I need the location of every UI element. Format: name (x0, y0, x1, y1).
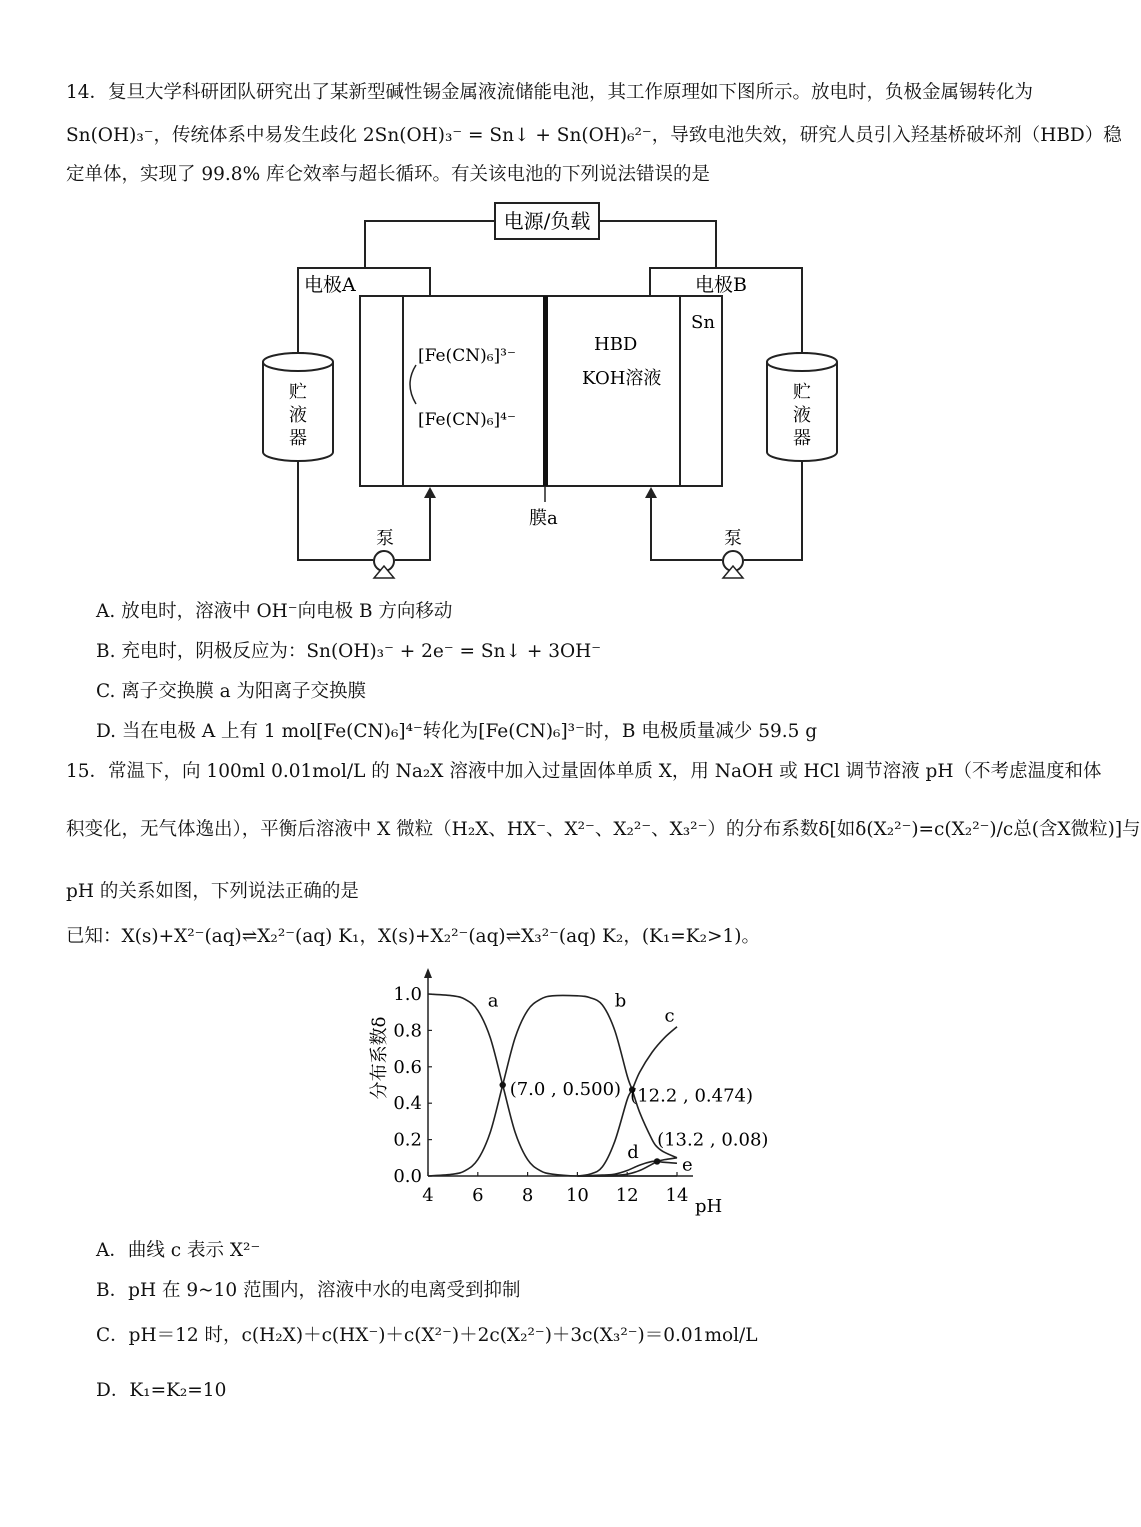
y-tick-label: 0.0 (393, 1166, 422, 1187)
y-axis-title: 分布系数δ (369, 1016, 390, 1100)
q14-stem-line-1: 14．复旦大学科研团队研究出了某新型碱性锡金属液流储能电池，其工作原理如下图所示。放电时，负极金属锡转化为 (66, 82, 1034, 103)
q14-option-c: C. 离子交换膜 a 为阳离子交换膜 (96, 681, 367, 702)
q15-option-b: B．pH 在 9~10 范围内，溶液中水的电离受到抑制 (96, 1280, 521, 1301)
q14-option-d: D. 当在电极 A 上有 1 mol[Fe(CN)₆]⁴⁻转化为[Fe(CN)₆]³⁻时，B 电极质量减少 59.5 g (96, 721, 818, 742)
intersection-label: (13.2 , 0.08) (657, 1129, 769, 1151)
ferrocyanide-label: [Fe(CN)₆]⁴⁻ (418, 410, 516, 430)
curve-label-d: d (627, 1141, 639, 1163)
x-tick-label: 8 (521, 1185, 534, 1206)
q15-option-a: A．曲线 c 表示 X²⁻ (96, 1240, 261, 1261)
power-load-label: 电源/负载 (503, 209, 591, 233)
x-tick-label: 14 (665, 1185, 689, 1206)
x-tick-label: 6 (472, 1185, 484, 1206)
right-tank-char-2: 液 (793, 405, 811, 426)
left-tank-char-1: 贮 (289, 382, 307, 403)
distribution-chart (355, 958, 769, 1220)
ferricyanide-label: [Fe(CN)₆]³⁻ (418, 346, 516, 366)
sn-label: Sn (691, 312, 715, 333)
battery-diagram (250, 196, 850, 588)
intersection-label: (12.2 , 0.474) (630, 1085, 754, 1107)
intersection-label: (7.0 , 0.500) (509, 1079, 622, 1100)
x-tick-label: 12 (615, 1185, 639, 1206)
y-tick-label: 0.8 (393, 1020, 422, 1042)
right-pump-label: 泵 (724, 528, 742, 549)
membrane-a (543, 296, 548, 486)
q14-stem-line-3: 定单体，实现了 99.8% 库仑效率与超长循环。有关该电池的下列说法错误的是 (66, 164, 711, 185)
x-tick-label: 10 (565, 1185, 589, 1206)
y-tick-label: 0.2 (393, 1129, 422, 1151)
left-tank-char-3: 器 (289, 428, 307, 449)
koh-label: KOH溶液 (582, 368, 662, 389)
electrode-b-label: 电极B (695, 274, 747, 296)
hbd-label: HBD (594, 334, 638, 355)
curve-label-e: e (681, 1154, 693, 1176)
q15-stem-line-3: pH 的关系如图，下列说法正确的是 (66, 881, 359, 902)
x-tick-label: 4 (422, 1185, 434, 1206)
left-pump-label: 泵 (376, 528, 394, 549)
q15-stem-line-4: 已知：X(s)+X²⁻(aq)⇌X₂²⁻(aq) K₁，X(s)+X₂²⁻(aq)⇌X₃²⁻(aq) K₂，(K₁=K₂>1)。 (66, 926, 761, 947)
y-tick-label: 0.4 (393, 1093, 422, 1115)
cell-body (360, 296, 722, 486)
left-pump-icon (374, 551, 394, 578)
y-axis-arrow (424, 968, 432, 978)
right-tank-char-3: 器 (793, 428, 811, 449)
left-tank-char-2: 液 (289, 405, 307, 426)
q14-stem-line-2: Sn(OH)₃⁻，传统体系中易发生歧化 2Sn(OH)₃⁻ = Sn↓ + Sn(OH)₆²⁻，导致电池失效，研究人员引入羟基桥破坏剂（HBD）稳 (66, 125, 1122, 146)
q14-option-a: A. 放电时，溶液中 OH⁻向电极 B 方向移动 (96, 601, 453, 622)
q14-option-b: B. 充电时，阴极反应为：Sn(OH)₃⁻ + 2e⁻ = Sn↓ + 3OH⁻ (96, 641, 602, 662)
right-pump-icon (723, 551, 743, 578)
y-tick-label: 0.6 (393, 1056, 422, 1078)
electrode-a-label: 电极A (304, 274, 356, 296)
curve-label-a: a (487, 990, 499, 1012)
q15-stem-line-2: 积变化，无气体逸出），平衡后溶液中 X 微粒（H₂X、HX⁻、X²⁻、X₂²⁻、X₃²⁻）的分布系数δ[如δ(X₂²⁻)=c(X₂²⁻)/c总(含X微粒)]与 (66, 819, 1141, 840)
curve-label-b: b (614, 990, 627, 1012)
curve-label-c: c (664, 1005, 675, 1027)
intersection-point (654, 1158, 660, 1164)
q15-option-d: D．K₁=K₂=10 (96, 1380, 227, 1401)
right-tank-char-1: 贮 (793, 382, 811, 403)
q15-option-c: C．pH＝12 时，c(H₂X)＋c(HX⁻)＋c(X²⁻)＋2c(X₂²⁻)＋3c(X₃²⁻)＝0.01mol/L (96, 1325, 758, 1346)
y-tick-label: 1.0 (393, 984, 422, 1005)
membrane-label: 膜a (529, 508, 558, 529)
intersection-point (500, 1082, 506, 1088)
q15-stem-line-1: 15．常温下，向 100ml 0.01mol/L 的 Na₂X 溶液中加入过量固体单质 X，用 NaOH 或 HCl 调节溶液 pH（不考虑温度和体 (66, 761, 1102, 782)
x-axis-title: pH (695, 1196, 723, 1217)
